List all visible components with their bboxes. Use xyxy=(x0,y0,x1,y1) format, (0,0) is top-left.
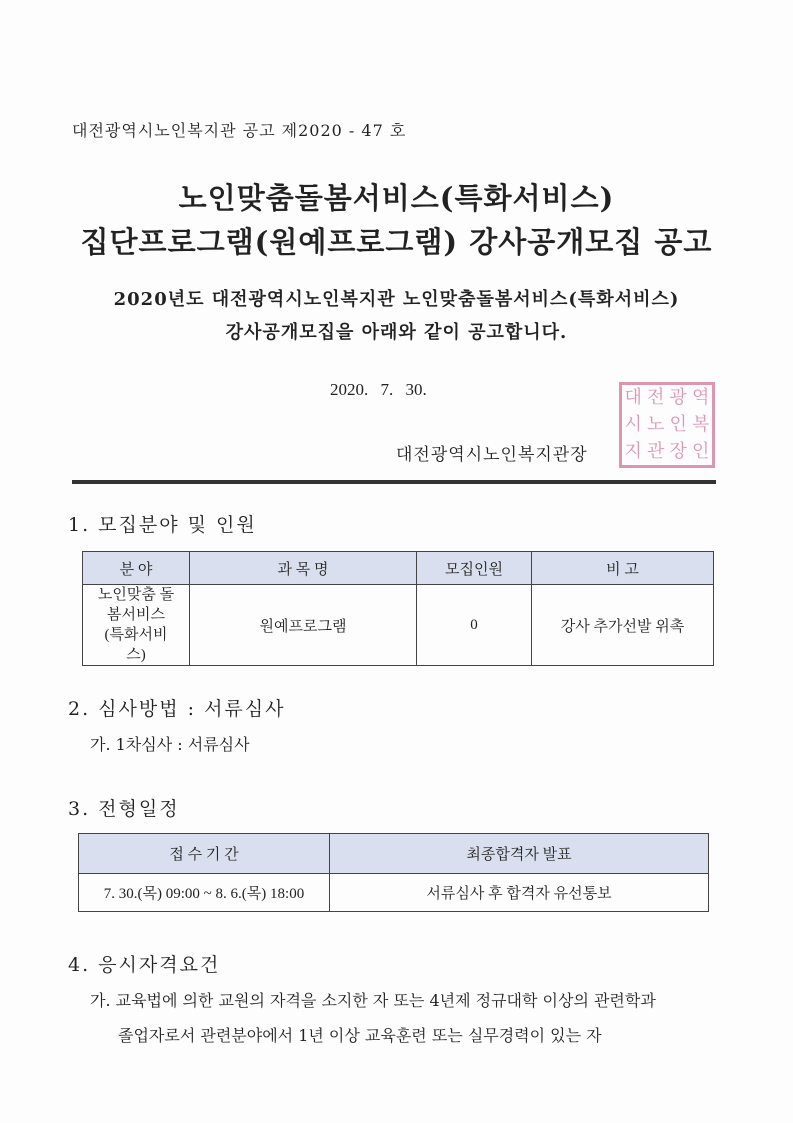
header-announce: 최종합격자 발표 xyxy=(330,834,709,874)
section-4-item-line-1: 가. 교육법에 의한 교원의 자격을 소지한 자 또는 4년제 정규대학 이상의 관련학과 xyxy=(90,991,656,1010)
header-field: 분 야 xyxy=(83,552,190,585)
divider xyxy=(72,480,716,484)
recruitment-table xyxy=(82,551,714,666)
cell-period: 7. 30.(목) 09:00 ~ 8. 6.(목) 18:00 xyxy=(79,874,330,912)
table-row xyxy=(79,874,709,912)
schedule-table xyxy=(78,833,709,912)
cell-count: 0 xyxy=(417,585,532,666)
section-4-heading: 4. 응시자격요건 xyxy=(68,954,221,976)
cell-field: 노인맞춤 돌봄서비스 (특화서비스) xyxy=(83,585,190,666)
cell-note: 강사 추가선발 위촉 xyxy=(532,585,714,666)
header-count: 모집인원 xyxy=(417,552,532,585)
section-2-item: 가. 1차심사 : 서류심사 xyxy=(90,735,250,754)
header-subject: 과 목 명 xyxy=(190,552,417,585)
header-note: 비 고 xyxy=(532,552,714,585)
signer: 대전광역시노인복지관장 xyxy=(396,445,588,465)
notice-number: 대전광역시노인복지관 공고 제2020 - 47 호 xyxy=(72,121,407,140)
cell-subject: 원예프로그램 xyxy=(190,585,417,666)
section-4-item-line-2: 졸업자로서 관련분야에서 1년 이상 교육훈련 또는 실무경력이 있는 자 xyxy=(118,1026,602,1045)
cell-announce: 서류심사 후 합격자 유선통보 xyxy=(330,874,709,912)
section-1-heading: 1. 모집분야 및 인원 xyxy=(68,514,257,536)
intro-line-1: 2020년도 대전광역시노인복지관 노인맞춤돌봄서비스(특화서비스) xyxy=(113,289,680,310)
intro-line-2: 강사공개모집을 아래와 같이 공고합니다. xyxy=(225,322,568,343)
section-3-heading: 3. 전형일정 xyxy=(68,798,180,820)
official-seal: 대 전 광 역 시 노 인 복 지 관 장 인 xyxy=(619,382,715,468)
section-2-heading: 2. 심사방법 : 서류심사 xyxy=(68,698,286,720)
header-period: 접 수 기 간 xyxy=(79,834,330,874)
notice-date: 2020. 7. 30. xyxy=(330,380,427,399)
table-row xyxy=(83,585,714,666)
title-line-1: 노인맞춤돌봄서비스(특화서비스) xyxy=(178,181,615,215)
title-line-2: 집단프로그램(원예프로그램) 강사공개모집 공고 xyxy=(80,225,713,259)
